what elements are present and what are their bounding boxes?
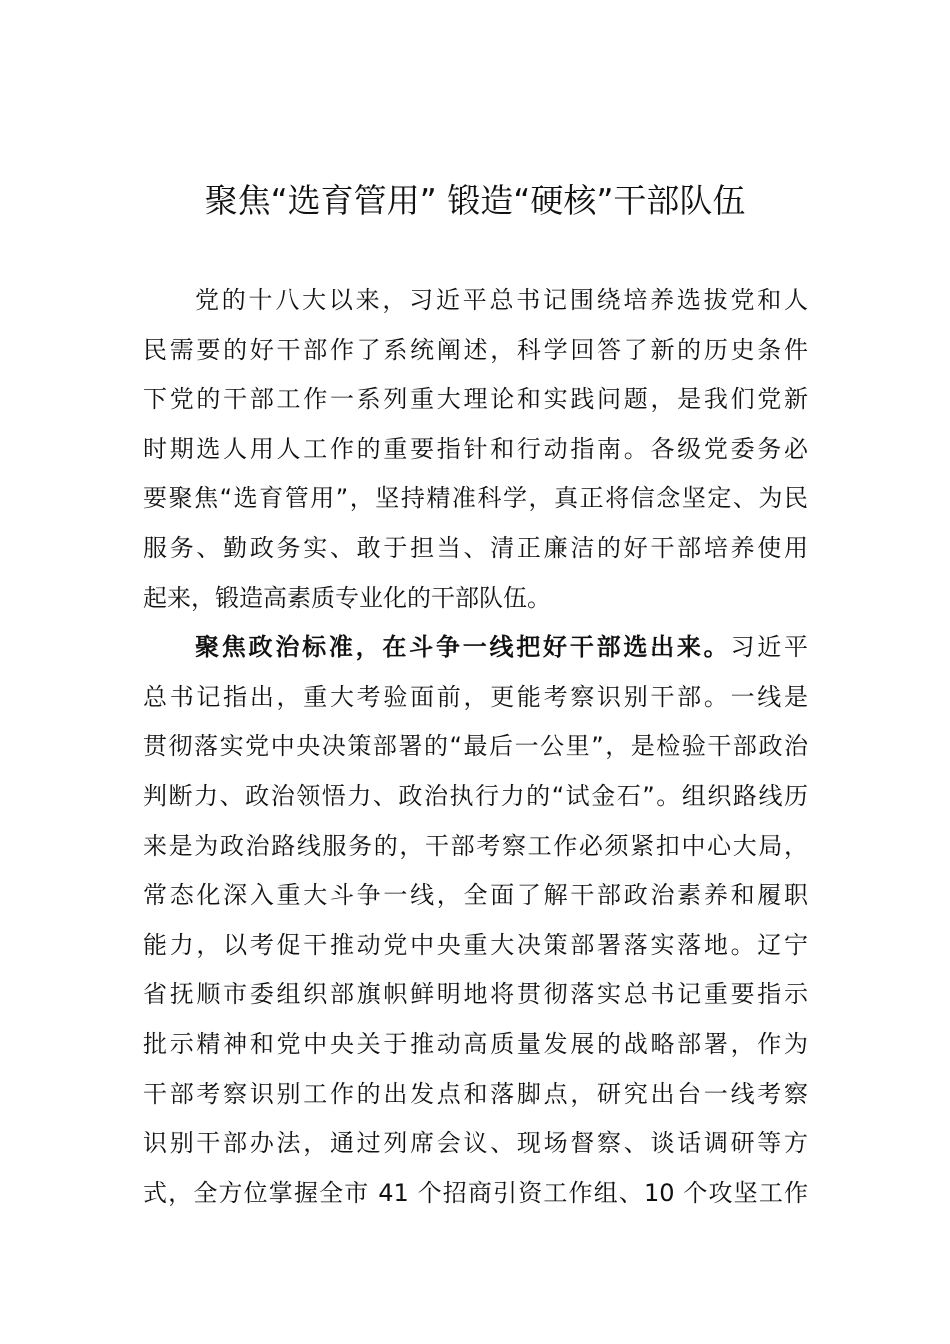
text-line: 干部考察识别工作的出发点和落脚点，研究出台一线考察 [143, 1079, 808, 1108]
text-line: 识别干部办法，通过列席会议、现场督察、谈话调研等方 [143, 1129, 808, 1158]
text-line: 式，全方位掌握全市 41 个招商引资工作组、10 个攻坚工作 [143, 1178, 808, 1207]
paragraph-2 [143, 623, 808, 1218]
paragraph-1 [143, 276, 808, 623]
text-line: 时期选人用人工作的重要指针和行动指南。各级党委务必 [143, 434, 808, 463]
text-line: 下党的干部工作一系列重大理论和实践问题，是我们党新 [143, 385, 808, 414]
text-line: 起来，锻造高素质专业化的干部队伍。 [143, 583, 551, 612]
text-line: 总书记指出，重大考验面前，更能考察识别干部。一线是 [143, 682, 808, 711]
text-line: 服务、勤政务实、敢于担当、清正廉洁的好干部培养使用 [143, 533, 808, 562]
text-line: 民需要的好干部作了系统阐述，科学回答了新的历史条件 [143, 335, 808, 364]
text-line: 省抚顺市委组织部旗帜鲜明地将贯彻落实总书记重要指示 [143, 980, 808, 1009]
paragraph-heading: 聚焦政治标准，在斗争一线把好干部选出来。 [195, 633, 731, 662]
text-fragment: 习近平 [730, 633, 808, 662]
text-line [143, 623, 808, 673]
text-line: 贯彻落实党中央决策部署的“最后一公里”，是检验干部政治 [143, 732, 808, 761]
text-line: 批示精神和党中央关于推动高质量发展的战略部署，作为 [143, 1029, 808, 1058]
text-line: 判断力、政治领悟力、政治执行力的“试金石”。组织路线历 [143, 781, 808, 810]
document-title: 聚焦“选育管用” 锻造“硬核”干部队伍 [204, 181, 746, 220]
text-line: 常态化深入重大斗争一线，全面了解干部政治素养和履职 [143, 881, 808, 910]
text-line: 能力，以考促干推动党中央重大决策部署落实落地。辽宁 [143, 930, 808, 959]
document-body [143, 276, 808, 1218]
text-line: 来是为政治路线服务的，干部考察工作必须紧扣中心大局， [143, 831, 808, 860]
text-line: 党的十八大以来，习近平总书记围绕培养选拔党和人 [195, 286, 808, 314]
text-line: 要聚焦“选育管用”，坚持精准科学，真正将信念坚定、为民 [143, 484, 808, 513]
